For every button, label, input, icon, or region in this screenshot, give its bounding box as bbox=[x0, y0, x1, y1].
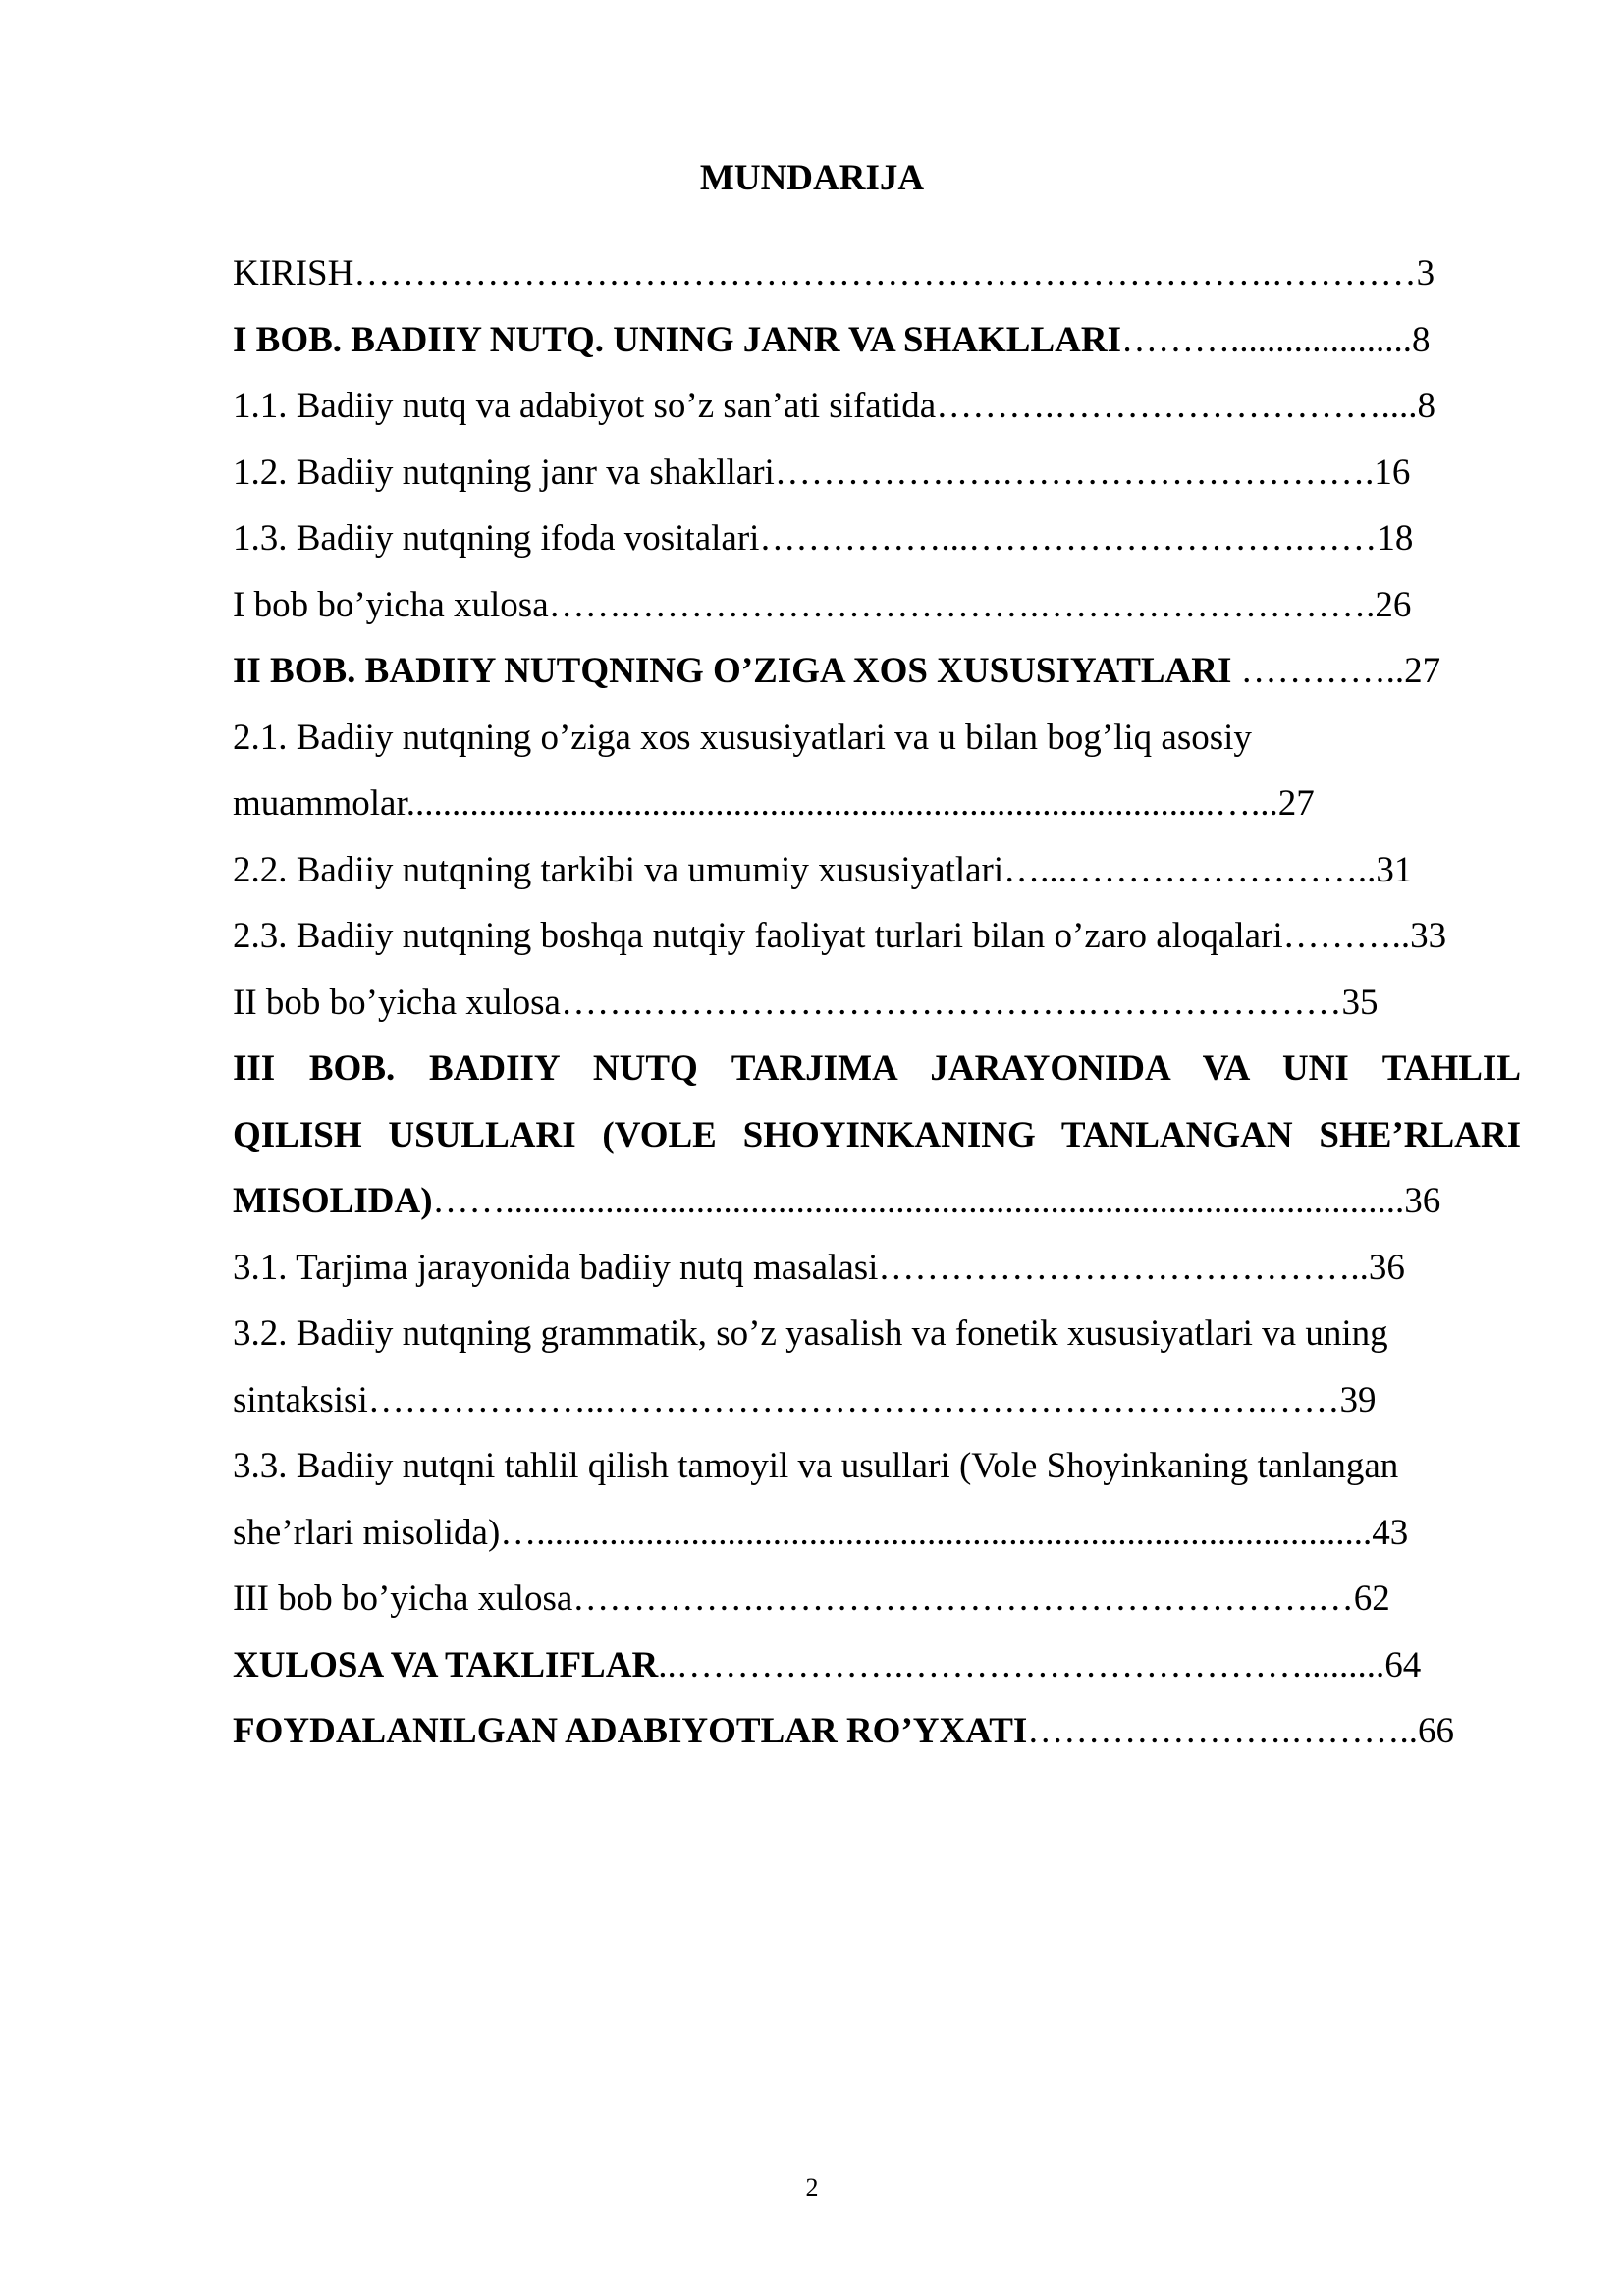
toc-entry-2-1 bbox=[233, 705, 1521, 772]
toc-entry-text: 2.2. Badiiy nutqning tarkibi va umumiy xususiyatlari…...……………………..31 bbox=[233, 849, 1413, 890]
toc-entry-heading: FOYDALANILGAN ADABIYOTLAR RO’YXATI bbox=[233, 1711, 1028, 1751]
toc-entry-references bbox=[233, 1698, 1521, 1765]
toc-entry-3-3 bbox=[233, 1433, 1521, 1500]
toc-entry-text: 1.3. Badiiy nutqning ifoda vositalari……………...……………………….……18 bbox=[233, 518, 1414, 559]
toc-entry-text: 2.1. Badiiy nutqning o’ziga xos xususiyatlari va u bilan bog’liq asosiy bbox=[233, 717, 1252, 758]
toc-entry-3-1 bbox=[233, 1235, 1521, 1302]
toc-entry-text: 2.3. Badiiy nutqning boshqa nutqiy faoliyat turlari bilan o’zaro aloqalari………..33 bbox=[233, 916, 1447, 956]
toc-entry-leader: ……...................................................................................................36 bbox=[432, 1181, 1441, 1221]
toc-entry-2-1-cont bbox=[233, 771, 1521, 837]
toc-entry-kirish bbox=[233, 240, 1521, 307]
toc-entry-heading: XULOSA VA TAKLIFLAR bbox=[233, 1644, 659, 1685]
toc-entry-text: sintaksisi………………..……………………………………………….……39 bbox=[233, 1379, 1377, 1420]
toc-entry-leader: …………..27 bbox=[1231, 651, 1441, 691]
toc-entry-text: muammolar.........................................................................................…...27 bbox=[233, 783, 1315, 824]
toc-entry-text: III bob bo’yicha xulosa…………….……………………………………….…62 bbox=[233, 1578, 1390, 1619]
toc-entry-text: II bob bo’yicha xulosa…….……………………………….…………………35 bbox=[233, 982, 1379, 1023]
toc-entry-chapter-3-cont bbox=[233, 1102, 1521, 1169]
toc-entry-text: 3.1. Tarjima jarayonida badiiy nutq masalasi…………………………………..36 bbox=[233, 1247, 1405, 1288]
table-of-contents bbox=[233, 240, 1521, 1765]
toc-entry-text: 1.2. Badiiy nutqning janr va shakllari……………….………………………….16 bbox=[233, 452, 1411, 493]
toc-entry-chapter-3-end bbox=[233, 1168, 1521, 1235]
toc-entry-chapter-1 bbox=[233, 307, 1521, 374]
toc-entry-text: 1.1. Badiiy nutq va adabiyot so’z san’ati sifatida……….………………………....8 bbox=[233, 386, 1435, 426]
toc-entry-2-3 bbox=[233, 903, 1521, 970]
toc-entry-heading: QILISH USULLARI (VOLE SHOYINKANING TANLANGAN SHE’RLARI bbox=[233, 1114, 1521, 1155]
toc-entry-chapter-3-summary bbox=[233, 1566, 1521, 1632]
toc-entry-heading: I BOB. BADIIY NUTQ. UNING JANR VA SHAKLLARI bbox=[233, 319, 1121, 360]
toc-entry-conclusion bbox=[233, 1632, 1521, 1699]
toc-entry-heading: MISOLIDA) bbox=[233, 1181, 433, 1221]
toc-entry-chapter-1-summary bbox=[233, 572, 1521, 639]
toc-entry-heading: III BOB. BADIIY NUTQ TARJIMA JARAYONIDA VA UNI TAHLIL bbox=[233, 1048, 1521, 1089]
toc-entry-1-2 bbox=[233, 440, 1521, 507]
toc-entry-3-2 bbox=[233, 1301, 1521, 1367]
page-number: 2 bbox=[805, 2173, 819, 2202]
toc-entry-3-3-cont bbox=[233, 1500, 1521, 1567]
toc-entry-text: I bob bo’yicha xulosa…….…………………………….……………………….26 bbox=[233, 584, 1412, 625]
toc-entry-heading: II BOB. BADIIY NUTQNING O’ZIGA XOS XUSUSIYATLARI bbox=[233, 651, 1232, 691]
toc-entry-text: 3.2. Badiiy nutqning grammatik, so’z yasalish va fonetik xususiyatlari va uning bbox=[233, 1313, 1388, 1354]
toc-entry-chapter-2-summary bbox=[233, 970, 1521, 1037]
toc-entry-text: she’rlari misolida)…............................................................................................43 bbox=[233, 1512, 1409, 1553]
toc-entry-3-2-cont bbox=[233, 1367, 1521, 1434]
toc-entry-1-1 bbox=[233, 373, 1521, 440]
toc-entry-leader: ..……………….…………………………….........64 bbox=[658, 1644, 1422, 1685]
page-title: MUNDARIJA bbox=[699, 158, 925, 198]
toc-entry-chapter-2 bbox=[233, 638, 1521, 705]
toc-entry-leader: ………………….………..66 bbox=[1027, 1711, 1455, 1751]
toc-entry-text: 3.3. Badiiy nutqni tahlil qilish tamoyil va usullari (Vole Shoyinkaning tanlangan bbox=[233, 1446, 1399, 1486]
toc-entry-leader: ………....................8 bbox=[1120, 319, 1431, 360]
toc-entry-2-2 bbox=[233, 837, 1521, 904]
toc-entry-1-3 bbox=[233, 506, 1521, 572]
toc-entry-text: KIRISH………………………………………………………………….…………3 bbox=[233, 253, 1435, 294]
toc-entry-chapter-3 bbox=[233, 1036, 1521, 1102]
